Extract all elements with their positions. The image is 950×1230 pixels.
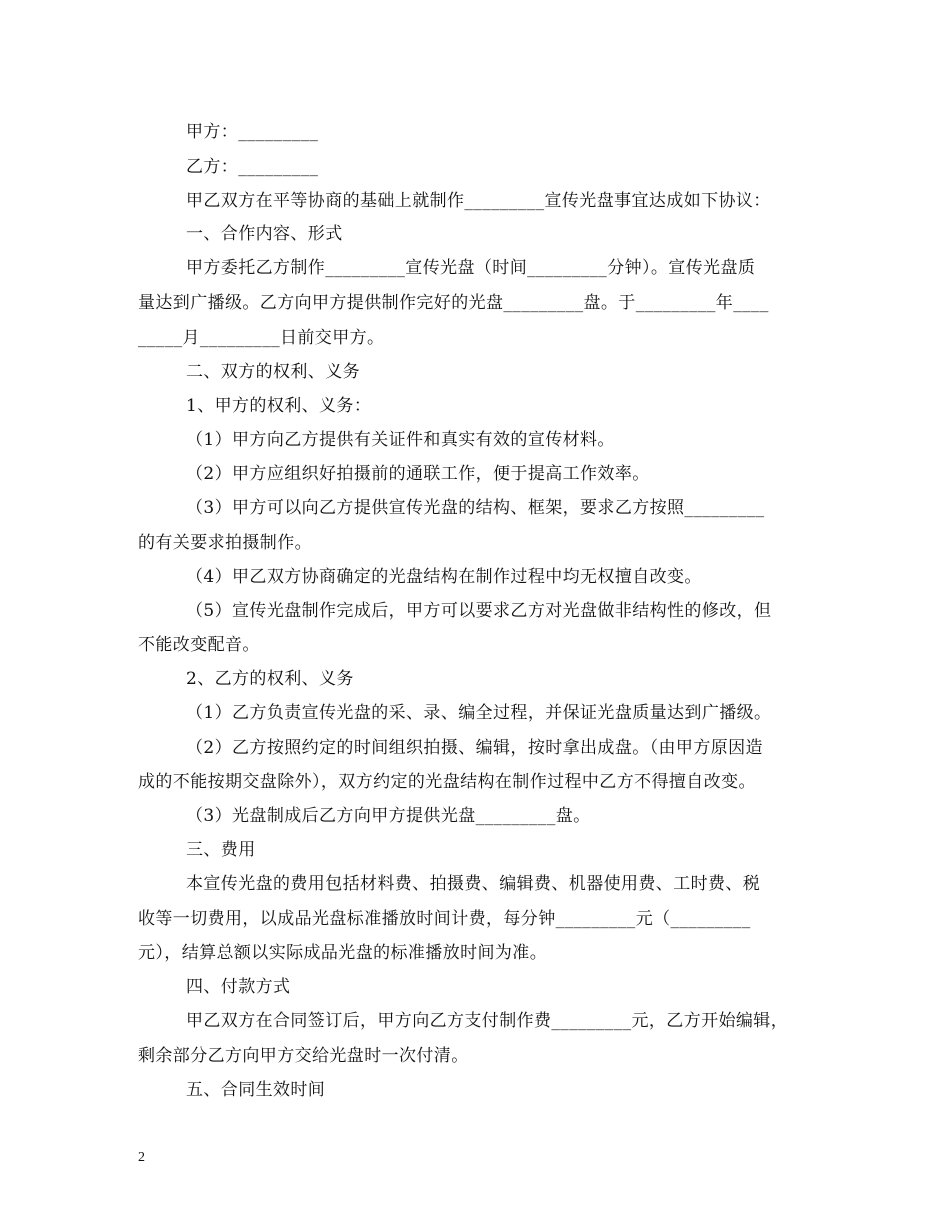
- clause-line: （2）乙方按照约定的时间组织拍摄、编辑，按时拿出成盘。（由甲方原因造: [186, 738, 763, 758]
- intro-line: 甲乙双方在平等协商的基础上就制作_________宣传光盘事宜达成如下协议：: [186, 191, 771, 211]
- clause-line: （5）宣传光盘制作完成后，甲方可以要求乙方对光盘做非结构性的修改，但: [186, 601, 772, 621]
- clause-line: 不能改变配音。: [138, 635, 260, 655]
- clause-line: （4）甲乙双方协商确定的光盘结构在制作过程中均无权擅自改变。: [186, 567, 702, 587]
- section-heading-2: 二、双方的权利、义务: [186, 362, 360, 382]
- paragraph-line: 本宣传光盘的费用包括材料费、拍摄费、编辑费、机器使用费、工时费、税: [186, 874, 761, 894]
- clause-line: （3）甲方可以向乙方提供宣传光盘的结构、框架，要求乙方按照_________: [186, 498, 765, 518]
- subsection-heading: 2、乙方的权利、义务: [186, 669, 354, 689]
- section-heading-4: 四、付款方式: [186, 977, 291, 997]
- paragraph-line: 量达到广播级。乙方向甲方提供制作完好的光盘_________盘。于_________年____: [138, 293, 769, 313]
- clause-line: （2）甲方应组织好拍摄前的通联工作，便于提高工作效率。: [186, 464, 650, 484]
- paragraph-line: 甲方委托乙方制作_________宣传光盘（时间_________分钟）。宣传光盘质: [186, 258, 756, 278]
- section-heading-5: 五、合同生效时间: [186, 1080, 326, 1100]
- clause-line: （1）甲方向乙方提供有关证件和真实有效的宣传材料。: [186, 430, 615, 450]
- party-b-line: 乙方：_________: [186, 157, 319, 177]
- paragraph-line: _____月_________日前交甲方。: [138, 328, 385, 348]
- paragraph-line: 收等一切费用，以成品光盘标准播放时间计费，每分钟_________元（_________: [138, 909, 751, 929]
- clause-line: （3）光盘制成后乙方向甲方提供光盘_________盘。: [186, 806, 591, 826]
- subsection-heading: 1、甲方的权利、义务：: [186, 396, 372, 416]
- section-heading-1: 一、合作内容、形式: [186, 224, 343, 244]
- section-heading-3: 三、费用: [186, 840, 256, 860]
- clause-line: 的有关要求拍摄制作。: [138, 533, 312, 553]
- paragraph-line: 剩余部分乙方向甲方交给光盘时一次付清。: [138, 1046, 469, 1066]
- paragraph-line: 甲乙双方在合同签订后，甲方向乙方支付制作费_________元，乙方开始编辑，: [186, 1011, 789, 1031]
- paragraph-line: 元），结算总额以实际成品光盘的标准播放时间为准。: [138, 943, 548, 963]
- clause-line: 成的不能按期交盘除外），双方约定的光盘结构在制作过程中乙方不得擅自改变。: [138, 772, 756, 792]
- clause-line: （1）乙方负责宣传光盘的采、录、编全过程，并保证光盘质量达到广播级。: [186, 703, 772, 723]
- page-number: 2: [138, 1150, 145, 1165]
- party-a-line: 甲方：_________: [186, 122, 319, 142]
